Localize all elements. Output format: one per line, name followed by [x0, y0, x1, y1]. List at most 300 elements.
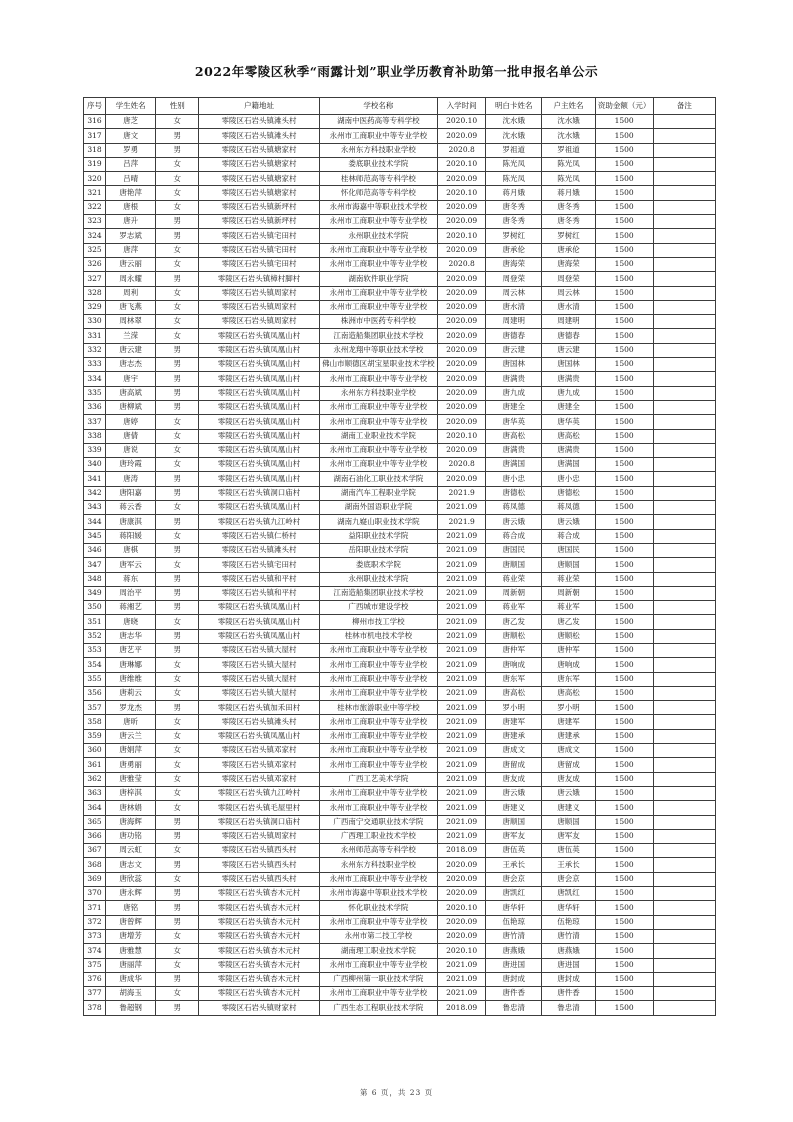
cell-school: 永州市工商职业中等专业学校	[319, 715, 437, 729]
cell-school: 永州市海嘉中等职业技术学校	[319, 200, 437, 214]
cell-card-name: 王承长	[486, 858, 542, 872]
table-row	[84, 572, 716, 586]
cell-gender: 男	[156, 1001, 199, 1015]
cell-card-name: 唐燕娥	[486, 944, 542, 958]
cell-student-name: 唐军云	[106, 558, 156, 572]
cell-student-name: 唐阳嘉	[106, 486, 156, 500]
cell-amount: 1500	[595, 801, 653, 815]
cell-remark	[653, 972, 715, 986]
cell-gender: 男	[156, 701, 199, 715]
cell-index: 318	[84, 143, 106, 157]
cell-student-name: 唐晓	[106, 615, 156, 629]
cell-school: 永州市工商职业中等专业学校	[319, 744, 437, 758]
cell-school: 永州市工商职业中等专业学校	[319, 643, 437, 657]
cell-address: 零陵区石岩头镇西头村	[199, 872, 319, 886]
cell-enroll-date: 2021.9	[438, 515, 486, 529]
cell-address: 零陵区石岩头镇樟村脚村	[199, 272, 319, 286]
cell-school: 广西城市建设学校	[319, 601, 437, 615]
cell-card-name: 唐件香	[486, 987, 542, 1001]
cell-school: 怀化师范高等专科学校	[319, 186, 437, 200]
cell-gender: 女	[156, 686, 199, 700]
cell-index: 338	[84, 429, 106, 443]
cell-remark	[653, 386, 715, 400]
cell-index: 378	[84, 1001, 106, 1015]
cell-head-name: 唐件香	[542, 987, 595, 1001]
cell-student-name: 蒋东	[106, 572, 156, 586]
cell-address: 零陵区石岩头镇杏木元村	[199, 887, 319, 901]
cell-student-name: 胡海玉	[106, 987, 156, 1001]
cell-head-name: 唐建全	[542, 400, 595, 414]
column-header: 序号	[84, 98, 106, 115]
cell-address: 零陵区石岩头镇滩头村	[199, 129, 319, 143]
cell-head-name: 唐海荣	[542, 257, 595, 271]
cell-amount: 1500	[595, 400, 653, 414]
cell-address: 零陵区石岩头镇大屋村	[199, 658, 319, 672]
cell-card-name: 唐国林	[486, 358, 542, 372]
cell-student-name: 唐增芳	[106, 929, 156, 943]
cell-remark	[653, 515, 715, 529]
cell-school: 湖南汽车工程职业学院	[319, 486, 437, 500]
cell-address: 零陵区石岩头镇滩头村	[199, 543, 319, 557]
cell-remark	[653, 372, 715, 386]
cell-gender: 女	[156, 315, 199, 329]
cell-gender: 女	[156, 329, 199, 343]
cell-head-name: 唐会京	[542, 872, 595, 886]
cell-amount: 1500	[595, 358, 653, 372]
cell-address: 零陵区石岩头镇滩头村	[199, 715, 319, 729]
cell-index: 362	[84, 772, 106, 786]
cell-enroll-date: 2020.09	[438, 315, 486, 329]
cell-student-name: 吕萍	[106, 157, 156, 171]
cell-head-name: 唐华轩	[542, 901, 595, 915]
cell-amount: 1500	[595, 515, 653, 529]
cell-index: 351	[84, 615, 106, 629]
cell-index: 369	[84, 872, 106, 886]
cell-index: 375	[84, 958, 106, 972]
cell-card-name: 唐满贵	[486, 372, 542, 386]
cell-school: 永州市工商职业中等专业学校	[319, 257, 437, 271]
cell-student-name: 唐云兰	[106, 729, 156, 743]
cell-student-name: 周利	[106, 286, 156, 300]
cell-student-name: 唐芝	[106, 115, 156, 129]
cell-card-name: 罗树红	[486, 229, 542, 243]
cell-remark	[653, 486, 715, 500]
cell-remark	[653, 329, 715, 343]
cell-address: 零陵区石岩头镇西头村	[199, 844, 319, 858]
cell-index: 356	[84, 686, 106, 700]
cell-amount: 1500	[595, 901, 653, 915]
table-row	[84, 115, 716, 129]
cell-gender: 男	[156, 858, 199, 872]
cell-gender: 男	[156, 543, 199, 557]
cell-remark	[653, 172, 715, 186]
cell-index: 359	[84, 729, 106, 743]
cell-address: 零陵区石岩头镇周家村	[199, 300, 319, 314]
cell-enroll-date: 2021.09	[438, 772, 486, 786]
cell-school: 湖南工业职业技术学院	[319, 429, 437, 443]
cell-address: 零陵区石岩头镇杏木元村	[199, 944, 319, 958]
cell-amount: 1500	[595, 443, 653, 457]
cell-head-name: 周建明	[542, 315, 595, 329]
cell-card-name: 唐响成	[486, 658, 542, 672]
cell-gender: 女	[156, 944, 199, 958]
table-row	[84, 172, 716, 186]
cell-student-name: 唐曾辉	[106, 915, 156, 929]
cell-index: 335	[84, 386, 106, 400]
cell-enroll-date: 2021.09	[438, 744, 486, 758]
cell-remark	[653, 443, 715, 457]
cell-head-name: 唐响成	[542, 658, 595, 672]
cell-amount: 1500	[595, 300, 653, 314]
cell-remark	[653, 672, 715, 686]
cell-head-name: 唐水清	[542, 300, 595, 314]
cell-head-name: 陈光凤	[542, 157, 595, 171]
cell-address: 零陵区石岩头镇邓家村	[199, 744, 319, 758]
cell-index: 323	[84, 215, 106, 229]
cell-remark	[653, 887, 715, 901]
cell-school: 湖南石油化工职业技术学院	[319, 472, 437, 486]
cell-index: 332	[84, 343, 106, 357]
cell-student-name: 唐飞燕	[106, 300, 156, 314]
cell-gender: 女	[156, 458, 199, 472]
cell-school: 江南造船集团职业技术学校	[319, 586, 437, 600]
cell-amount: 1500	[595, 643, 653, 657]
cell-gender: 女	[156, 157, 199, 171]
table-row	[84, 386, 716, 400]
cell-address: 零陵区石岩头镇毛屋里村	[199, 801, 319, 815]
cell-remark	[653, 529, 715, 543]
cell-student-name: 唐说	[106, 443, 156, 457]
cell-student-name: 唐倩	[106, 429, 156, 443]
cell-remark	[653, 143, 715, 157]
cell-school: 永州市工商职业中等专业学校	[319, 987, 437, 1001]
cell-school: 永州职业技术学院	[319, 229, 437, 243]
cell-enroll-date: 2020.09	[438, 400, 486, 414]
cell-amount: 1500	[595, 172, 653, 186]
table-row	[84, 601, 716, 615]
cell-remark	[653, 815, 715, 829]
column-header: 明白卡姓名	[486, 98, 542, 115]
cell-enroll-date: 2021.09	[438, 801, 486, 815]
cell-amount: 1500	[595, 729, 653, 743]
cell-amount: 1500	[595, 458, 653, 472]
cell-student-name: 唐雅莹	[106, 772, 156, 786]
cell-amount: 1500	[595, 329, 653, 343]
cell-school: 永州市工商职业中等专业学校	[319, 786, 437, 800]
cell-remark	[653, 944, 715, 958]
cell-index: 337	[84, 415, 106, 429]
cell-school: 永州市工商职业中等专业学校	[319, 915, 437, 929]
table-row	[84, 429, 716, 443]
cell-student-name: 周永耀	[106, 272, 156, 286]
cell-remark	[653, 958, 715, 972]
cell-enroll-date: 2020.09	[438, 443, 486, 457]
cell-card-name: 唐满贵	[486, 443, 542, 457]
table-row	[84, 515, 716, 529]
cell-enroll-date: 2020.09	[438, 129, 486, 143]
roster-table-header	[84, 98, 716, 115]
cell-remark	[653, 701, 715, 715]
cell-head-name: 唐伍英	[542, 844, 595, 858]
cell-enroll-date: 2020.09	[438, 858, 486, 872]
cell-gender: 女	[156, 658, 199, 672]
roster-table-container	[83, 97, 716, 1016]
cell-card-name: 唐乙发	[486, 615, 542, 629]
cell-card-name: 周建明	[486, 315, 542, 329]
cell-head-name: 唐高松	[542, 686, 595, 700]
cell-student-name: 唐柳斌	[106, 400, 156, 414]
cell-gender: 女	[156, 286, 199, 300]
cell-remark	[653, 872, 715, 886]
cell-card-name: 唐竹清	[486, 929, 542, 943]
cell-enroll-date: 2021.09	[438, 615, 486, 629]
roster-table	[83, 97, 716, 1016]
cell-gender: 男	[156, 229, 199, 243]
cell-student-name: 唐棋	[106, 543, 156, 557]
table-row	[84, 858, 716, 872]
cell-student-name: 唐欣蕊	[106, 872, 156, 886]
cell-school: 永州市工商职业中等专业学校	[319, 729, 437, 743]
cell-address: 零陵区石岩头镇加禾田村	[199, 701, 319, 715]
cell-amount: 1500	[595, 215, 653, 229]
cell-school: 桂林师范高等专科学校	[319, 172, 437, 186]
cell-head-name: 唐小忠	[542, 472, 595, 486]
cell-student-name: 唐文	[106, 129, 156, 143]
cell-index: 344	[84, 515, 106, 529]
cell-index: 329	[84, 300, 106, 314]
cell-amount: 1500	[595, 558, 653, 572]
table-row	[84, 686, 716, 700]
cell-address: 零陵区石岩头镇洞口庙村	[199, 486, 319, 500]
table-row	[84, 200, 716, 214]
cell-head-name: 罗树红	[542, 229, 595, 243]
cell-remark	[653, 186, 715, 200]
table-row	[84, 129, 716, 143]
cell-amount: 1500	[595, 844, 653, 858]
cell-card-name: 唐高松	[486, 686, 542, 700]
cell-index: 325	[84, 243, 106, 257]
cell-school: 湖南理工职业技术学院	[319, 944, 437, 958]
cell-gender: 男	[156, 901, 199, 915]
cell-card-name: 唐承伦	[486, 243, 542, 257]
cell-index: 371	[84, 901, 106, 915]
cell-enroll-date: 2021.09	[438, 815, 486, 829]
table-row	[84, 786, 716, 800]
cell-card-name: 唐德春	[486, 329, 542, 343]
cell-remark	[653, 400, 715, 414]
cell-gender: 女	[156, 615, 199, 629]
table-row	[84, 558, 716, 572]
cell-head-name: 唐军友	[542, 829, 595, 843]
cell-enroll-date: 2021.09	[438, 601, 486, 615]
cell-head-name: 唐留成	[542, 758, 595, 772]
cell-remark	[653, 472, 715, 486]
cell-gender: 女	[156, 786, 199, 800]
cell-address: 零陵区石岩头镇周家村	[199, 315, 319, 329]
cell-amount: 1500	[595, 987, 653, 1001]
cell-remark	[653, 987, 715, 1001]
cell-address: 零陵区石岩头镇周家村	[199, 829, 319, 843]
cell-enroll-date: 2020.09	[438, 172, 486, 186]
cell-gender: 男	[156, 129, 199, 143]
cell-student-name: 唐志华	[106, 629, 156, 643]
table-row	[84, 443, 716, 457]
cell-school: 永州市工商职业中等专业学校	[319, 672, 437, 686]
cell-gender: 男	[156, 358, 199, 372]
table-row	[84, 987, 716, 1001]
cell-amount: 1500	[595, 257, 653, 271]
cell-card-name: 唐冬秀	[486, 215, 542, 229]
cell-gender: 女	[156, 958, 199, 972]
cell-amount: 1500	[595, 829, 653, 843]
cell-student-name: 唐云建	[106, 343, 156, 357]
cell-address: 零陵区石岩头镇大屋村	[199, 686, 319, 700]
table-row	[84, 529, 716, 543]
cell-student-name: 唐升	[106, 215, 156, 229]
table-row	[84, 315, 716, 329]
cell-gender: 女	[156, 801, 199, 815]
cell-address: 零陵区石岩头镇洞口庙村	[199, 815, 319, 829]
cell-amount: 1500	[595, 815, 653, 829]
cell-index: 319	[84, 157, 106, 171]
cell-gender: 女	[156, 501, 199, 515]
cell-address: 零陵区石岩头镇杏木元村	[199, 929, 319, 943]
cell-head-name: 伍艳琼	[542, 915, 595, 929]
cell-head-name: 沈水娥	[542, 115, 595, 129]
table-row	[84, 486, 716, 500]
cell-remark	[653, 744, 715, 758]
cell-amount: 1500	[595, 701, 653, 715]
cell-card-name: 唐顺国	[486, 558, 542, 572]
cell-address: 零陵区石岩头镇凤凰山村	[199, 458, 319, 472]
cell-head-name: 唐成文	[542, 744, 595, 758]
cell-index: 374	[84, 944, 106, 958]
cell-card-name: 唐封成	[486, 972, 542, 986]
cell-gender: 女	[156, 172, 199, 186]
cell-card-name: 唐海荣	[486, 257, 542, 271]
cell-remark	[653, 229, 715, 243]
cell-enroll-date: 2021.09	[438, 629, 486, 643]
table-row	[84, 472, 716, 486]
cell-head-name: 唐承伦	[542, 243, 595, 257]
cell-card-name: 唐德松	[486, 486, 542, 500]
cell-student-name: 蒋云香	[106, 501, 156, 515]
cell-enroll-date: 2021.09	[438, 501, 486, 515]
cell-card-name: 沈水娥	[486, 129, 542, 143]
cell-enroll-date: 2020.09	[438, 300, 486, 314]
cell-gender: 男	[156, 486, 199, 500]
table-row	[84, 715, 716, 729]
cell-student-name: 唐志杰	[106, 358, 156, 372]
cell-gender: 男	[156, 472, 199, 486]
cell-enroll-date: 2021.09	[438, 987, 486, 1001]
cell-card-name: 唐顺松	[486, 629, 542, 643]
cell-school: 永州市海嘉中等职业技术学校	[319, 887, 437, 901]
cell-index: 365	[84, 815, 106, 829]
cell-school: 永州市工商职业中等专业学校	[319, 215, 437, 229]
cell-amount: 1500	[595, 586, 653, 600]
cell-student-name: 罗龙杰	[106, 701, 156, 715]
cell-student-name: 唐康淇	[106, 515, 156, 529]
cell-student-name: 唐功铭	[106, 829, 156, 843]
cell-index: 342	[84, 486, 106, 500]
cell-school: 永州市工商职业中等专业学校	[319, 300, 437, 314]
cell-address: 零陵区石岩头镇凤凰山村	[199, 601, 319, 615]
cell-school: 湖南中医药高等专科学校	[319, 115, 437, 129]
column-header: 学生姓名	[106, 98, 156, 115]
cell-amount: 1500	[595, 200, 653, 214]
cell-amount: 1500	[595, 543, 653, 557]
cell-amount: 1500	[595, 672, 653, 686]
cell-enroll-date: 2020.10	[438, 186, 486, 200]
table-row	[84, 143, 716, 157]
cell-remark	[653, 343, 715, 357]
cell-amount: 1500	[595, 429, 653, 443]
cell-index: 330	[84, 315, 106, 329]
cell-remark	[653, 558, 715, 572]
cell-enroll-date: 2021.09	[438, 558, 486, 572]
cell-address: 零陵区石岩头镇宅田村	[199, 558, 319, 572]
cell-card-name: 罗小明	[486, 701, 542, 715]
cell-index: 347	[84, 558, 106, 572]
cell-student-name: 唐铭	[106, 901, 156, 915]
cell-enroll-date: 2021.09	[438, 715, 486, 729]
cell-school: 江南造船集团职业技术学校	[319, 329, 437, 343]
cell-card-name: 唐云娥	[486, 515, 542, 529]
cell-address: 零陵区石岩头镇凤凰山村	[199, 629, 319, 643]
cell-head-name: 周云林	[542, 286, 595, 300]
cell-head-name: 罗小明	[542, 701, 595, 715]
cell-amount: 1500	[595, 629, 653, 643]
cell-student-name: 唐玲霞	[106, 458, 156, 472]
cell-school: 株洲市中医药专科学校	[319, 315, 437, 329]
cell-student-name: 唐丽萍	[106, 958, 156, 972]
cell-school: 柳州市技工学校	[319, 615, 437, 629]
cell-address: 零陵区石岩头镇大屋村	[199, 672, 319, 686]
cell-gender: 男	[156, 386, 199, 400]
cell-card-name: 罗祖道	[486, 143, 542, 157]
cell-student-name: 周林翠	[106, 315, 156, 329]
cell-school: 永州市工商职业中等专业学校	[319, 400, 437, 414]
cell-index: 327	[84, 272, 106, 286]
cell-school: 永州职业技术学院	[319, 572, 437, 586]
cell-head-name: 唐满贵	[542, 443, 595, 457]
cell-head-name: 唐冬秀	[542, 215, 595, 229]
cell-address: 零陵区石岩头镇凤凰山村	[199, 472, 319, 486]
cell-gender: 男	[156, 643, 199, 657]
cell-gender: 女	[156, 529, 199, 543]
cell-amount: 1500	[595, 958, 653, 972]
cell-address: 零陵区石岩头镇宅田村	[199, 243, 319, 257]
table-row	[84, 186, 716, 200]
cell-school: 广西南宁交通职业技术学院	[319, 815, 437, 829]
cell-head-name: 唐顺松	[542, 629, 595, 643]
table-row	[84, 1001, 716, 1015]
cell-index: 317	[84, 129, 106, 143]
header-row	[84, 98, 716, 115]
cell-enroll-date: 2020.8	[438, 257, 486, 271]
cell-address: 零陵区石岩头镇宅田村	[199, 257, 319, 271]
cell-enroll-date: 2021.09	[438, 958, 486, 972]
column-header: 备注	[653, 98, 715, 115]
cell-remark	[653, 458, 715, 472]
cell-card-name: 蒋月娥	[486, 186, 542, 200]
page-title: 2022年零陵区秋季“雨露计划”职业学历教育补助第一批申报名单公示	[194, 64, 599, 79]
cell-card-name: 唐小忠	[486, 472, 542, 486]
cell-gender: 男	[156, 829, 199, 843]
cell-gender: 女	[156, 729, 199, 743]
cell-address: 零陵区石岩头镇杏木元村	[199, 915, 319, 929]
